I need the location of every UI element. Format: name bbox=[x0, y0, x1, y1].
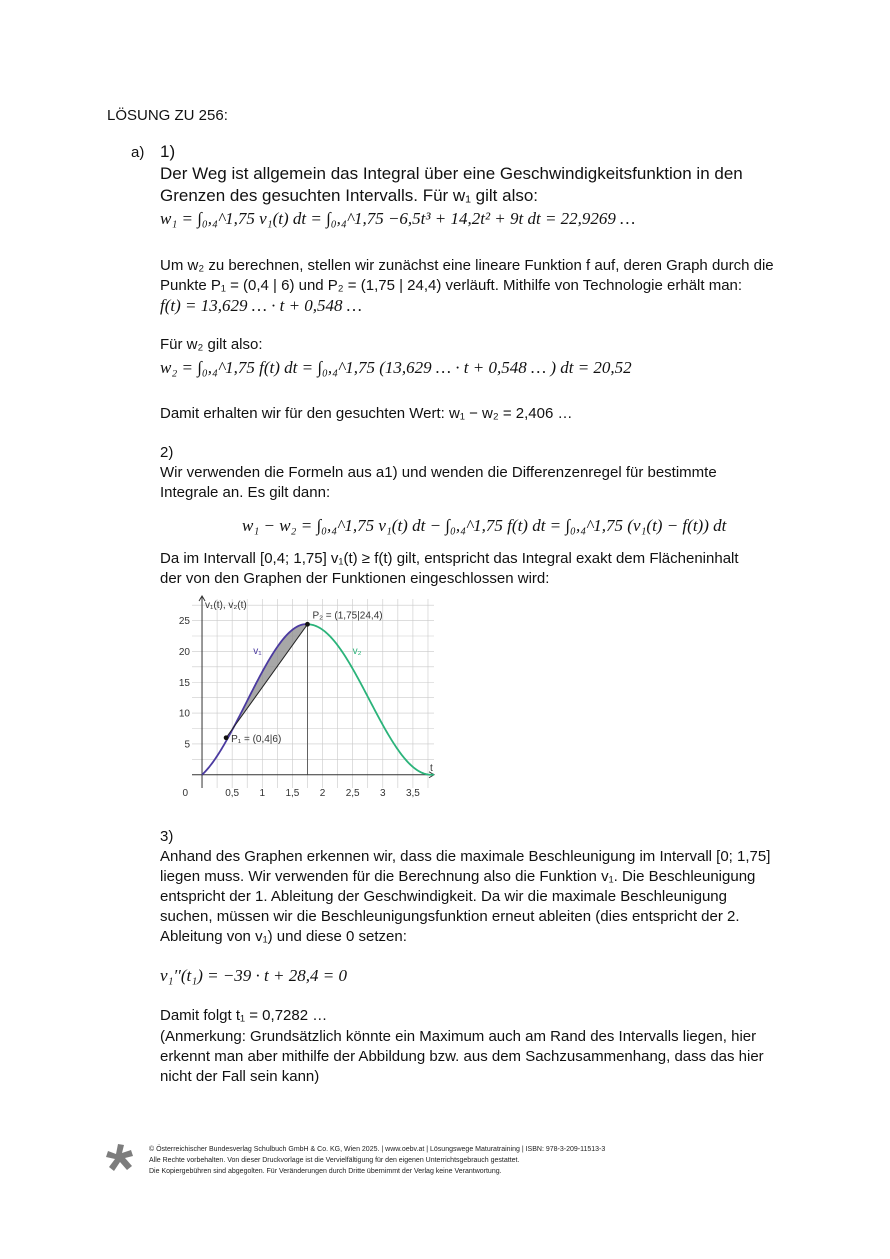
sub3-line4: suchen, müssen wir die Beschleunigungsfunktion erneut ableiten (dies entspricht der 2. bbox=[160, 908, 740, 925]
y-tick-label: 25 bbox=[178, 616, 190, 628]
equation-second-derivative: v₁′′(t₁) = −39 · t + 28,4 = 0 bbox=[160, 966, 347, 985]
v1-label: v₁ bbox=[253, 645, 262, 657]
sub2-line2: Integrale an. Es gilt dann: bbox=[160, 484, 331, 501]
origin-label: 0 bbox=[182, 788, 188, 798]
point-p2-label: P₂ = (1,75|24,4) bbox=[312, 610, 383, 622]
sub1-label: 1) bbox=[160, 142, 176, 161]
note-line3: nicht der Fall sein kann) bbox=[160, 1068, 320, 1085]
x-tick-label: 0,5 bbox=[225, 788, 240, 798]
sub2-label: 2) bbox=[160, 444, 174, 461]
x-tick-label: 2,5 bbox=[345, 788, 360, 798]
equation-w1: w₁ = ∫₀,₄^1,75 v₁(t) dt = ∫₀,₄^1,75 −6,5t³ + 14,2t² + 9t dt = 22,9269 … bbox=[160, 209, 636, 228]
sub3-result: Damit folgt t₁ = 0,7282 … bbox=[160, 1007, 328, 1024]
y-tick-label: 5 bbox=[184, 739, 190, 751]
w2-intro: Für w₂ gilt also: bbox=[160, 336, 263, 353]
y-tick-label: 20 bbox=[178, 646, 190, 658]
footer-rights: Alle Rechte vorbehalten. Von dieser Druckvorlage ist die Vervielfältigung für den eigenen Unterrichtsgebrauch gestattet. bbox=[149, 1157, 520, 1164]
x-axis-label: t bbox=[430, 762, 433, 774]
sub3-line3: entspricht der 1. Ableitung der Geschwindigkeit. Da wir die maximale Beschleunigung bbox=[160, 888, 727, 905]
sub2-line1: Wir verwenden die Formeln aus a1) und wenden die Differenzenregel für bestimmte bbox=[160, 464, 717, 481]
y-tick-label: 15 bbox=[178, 677, 190, 689]
x-tick-label: 3 bbox=[380, 788, 386, 798]
velocity-chart bbox=[170, 593, 440, 798]
x-tick-label: 1,5 bbox=[285, 788, 300, 798]
sub1-intro-line1: Der Weg ist allgemein das Integral über eine Geschwindigkeitsfunktion in den bbox=[160, 164, 743, 183]
point-p1-label: P₁ = (0,4|6) bbox=[231, 733, 282, 745]
y-axis-label: v₁(t), v₂(t) bbox=[205, 600, 247, 611]
footer-copyright: © Österreichischer Bundesverlag Schulbuch GmbH & Co. KG, Wien 2025. | www.oebv.at | Lösungswege Maturatraining | ISBN: 978-3-209-11513-3 bbox=[149, 1146, 606, 1153]
part-a-label: a) bbox=[131, 144, 145, 161]
footer-fees: Die Kopiergebühren sind abgegolten. Für Veränderungen durch Dritte übernimmt der Verlag keine Verantwortung. bbox=[149, 1168, 502, 1175]
f-line bbox=[226, 624, 307, 737]
point-p2 bbox=[305, 622, 310, 627]
sub3-line5: Ableitung von v₁) und diese 0 setzen: bbox=[160, 928, 407, 945]
w2-text-line1: Um w₂ zu berechnen, stellen wir zunächst eine lineare Funktion f auf, deren Graph durch die bbox=[160, 257, 774, 274]
sub2-line4: der von den Graphen der Funktionen eingeschlossen wird: bbox=[160, 570, 550, 587]
note-line1: (Anmerkung: Grundsätzlich könnte ein Maximum auch am Rand des Intervalls liegen, hier bbox=[160, 1028, 757, 1045]
x-tick-label: 1 bbox=[259, 788, 266, 798]
equation-difference-rule: w₁ − w₂ = ∫₀,₄^1,75 v₁(t) dt − ∫₀,₄^1,75 f(t) dt = ∫₀,₄^1,75 (v₁(t) − f(t)) dt bbox=[242, 516, 727, 535]
sub3-line2: liegen muss. Wir verwenden für die Berechnung also die Funktion v₁. Die Beschleunigung bbox=[160, 868, 756, 885]
y-tick-label: 10 bbox=[178, 708, 190, 720]
equation-w2: w₂ = ∫₀,₄^1,75 f(t) dt = ∫₀,₄^1,75 (13,629 … · t + 0,548 … ) dt = 20,52 bbox=[160, 358, 632, 377]
sub2-line3: Da im Intervall [0,4; 1,75] v₁(t) ≥ f(t) gilt, entspricht das Integral exakt dem Flächeninhalt bbox=[160, 550, 739, 567]
sub1-intro-line2: Grenzen des gesuchten Intervalls. Für w₁ gilt also: bbox=[160, 186, 539, 205]
sub3-label: 3) bbox=[160, 828, 174, 845]
v2-curve bbox=[307, 624, 434, 774]
publisher-logo bbox=[104, 1142, 136, 1174]
x-tick-label: 3,5 bbox=[405, 788, 420, 798]
sub3-line1: Anhand des Graphen erkennen wir, dass die maximale Beschleunigung im Intervall [0; 1,75] bbox=[160, 848, 771, 865]
w2-text-line2: Punkte P₁ = (0,4 | 6) und P₂ = (1,75 | 24,4) verläuft. Mithilfe von Technologie erhält man: bbox=[160, 277, 743, 294]
note-line2: erkennt man aber mithilfe der Abbildung bzw. aus dem Sachzusammenhang, dass das hier bbox=[160, 1048, 764, 1065]
x-tick-label: 2 bbox=[319, 788, 326, 798]
w-difference-result: Damit erhalten wir für den gesuchten Wert: w₁ − w₂ = 2,406 … bbox=[160, 405, 573, 422]
solution-heading: LÖSUNG ZU 256: bbox=[107, 107, 228, 124]
equation-f: f(t) = 13,629 … · t + 0,548 … bbox=[160, 296, 362, 315]
point-p1 bbox=[224, 735, 229, 740]
v2-label: v₂ bbox=[352, 645, 362, 657]
